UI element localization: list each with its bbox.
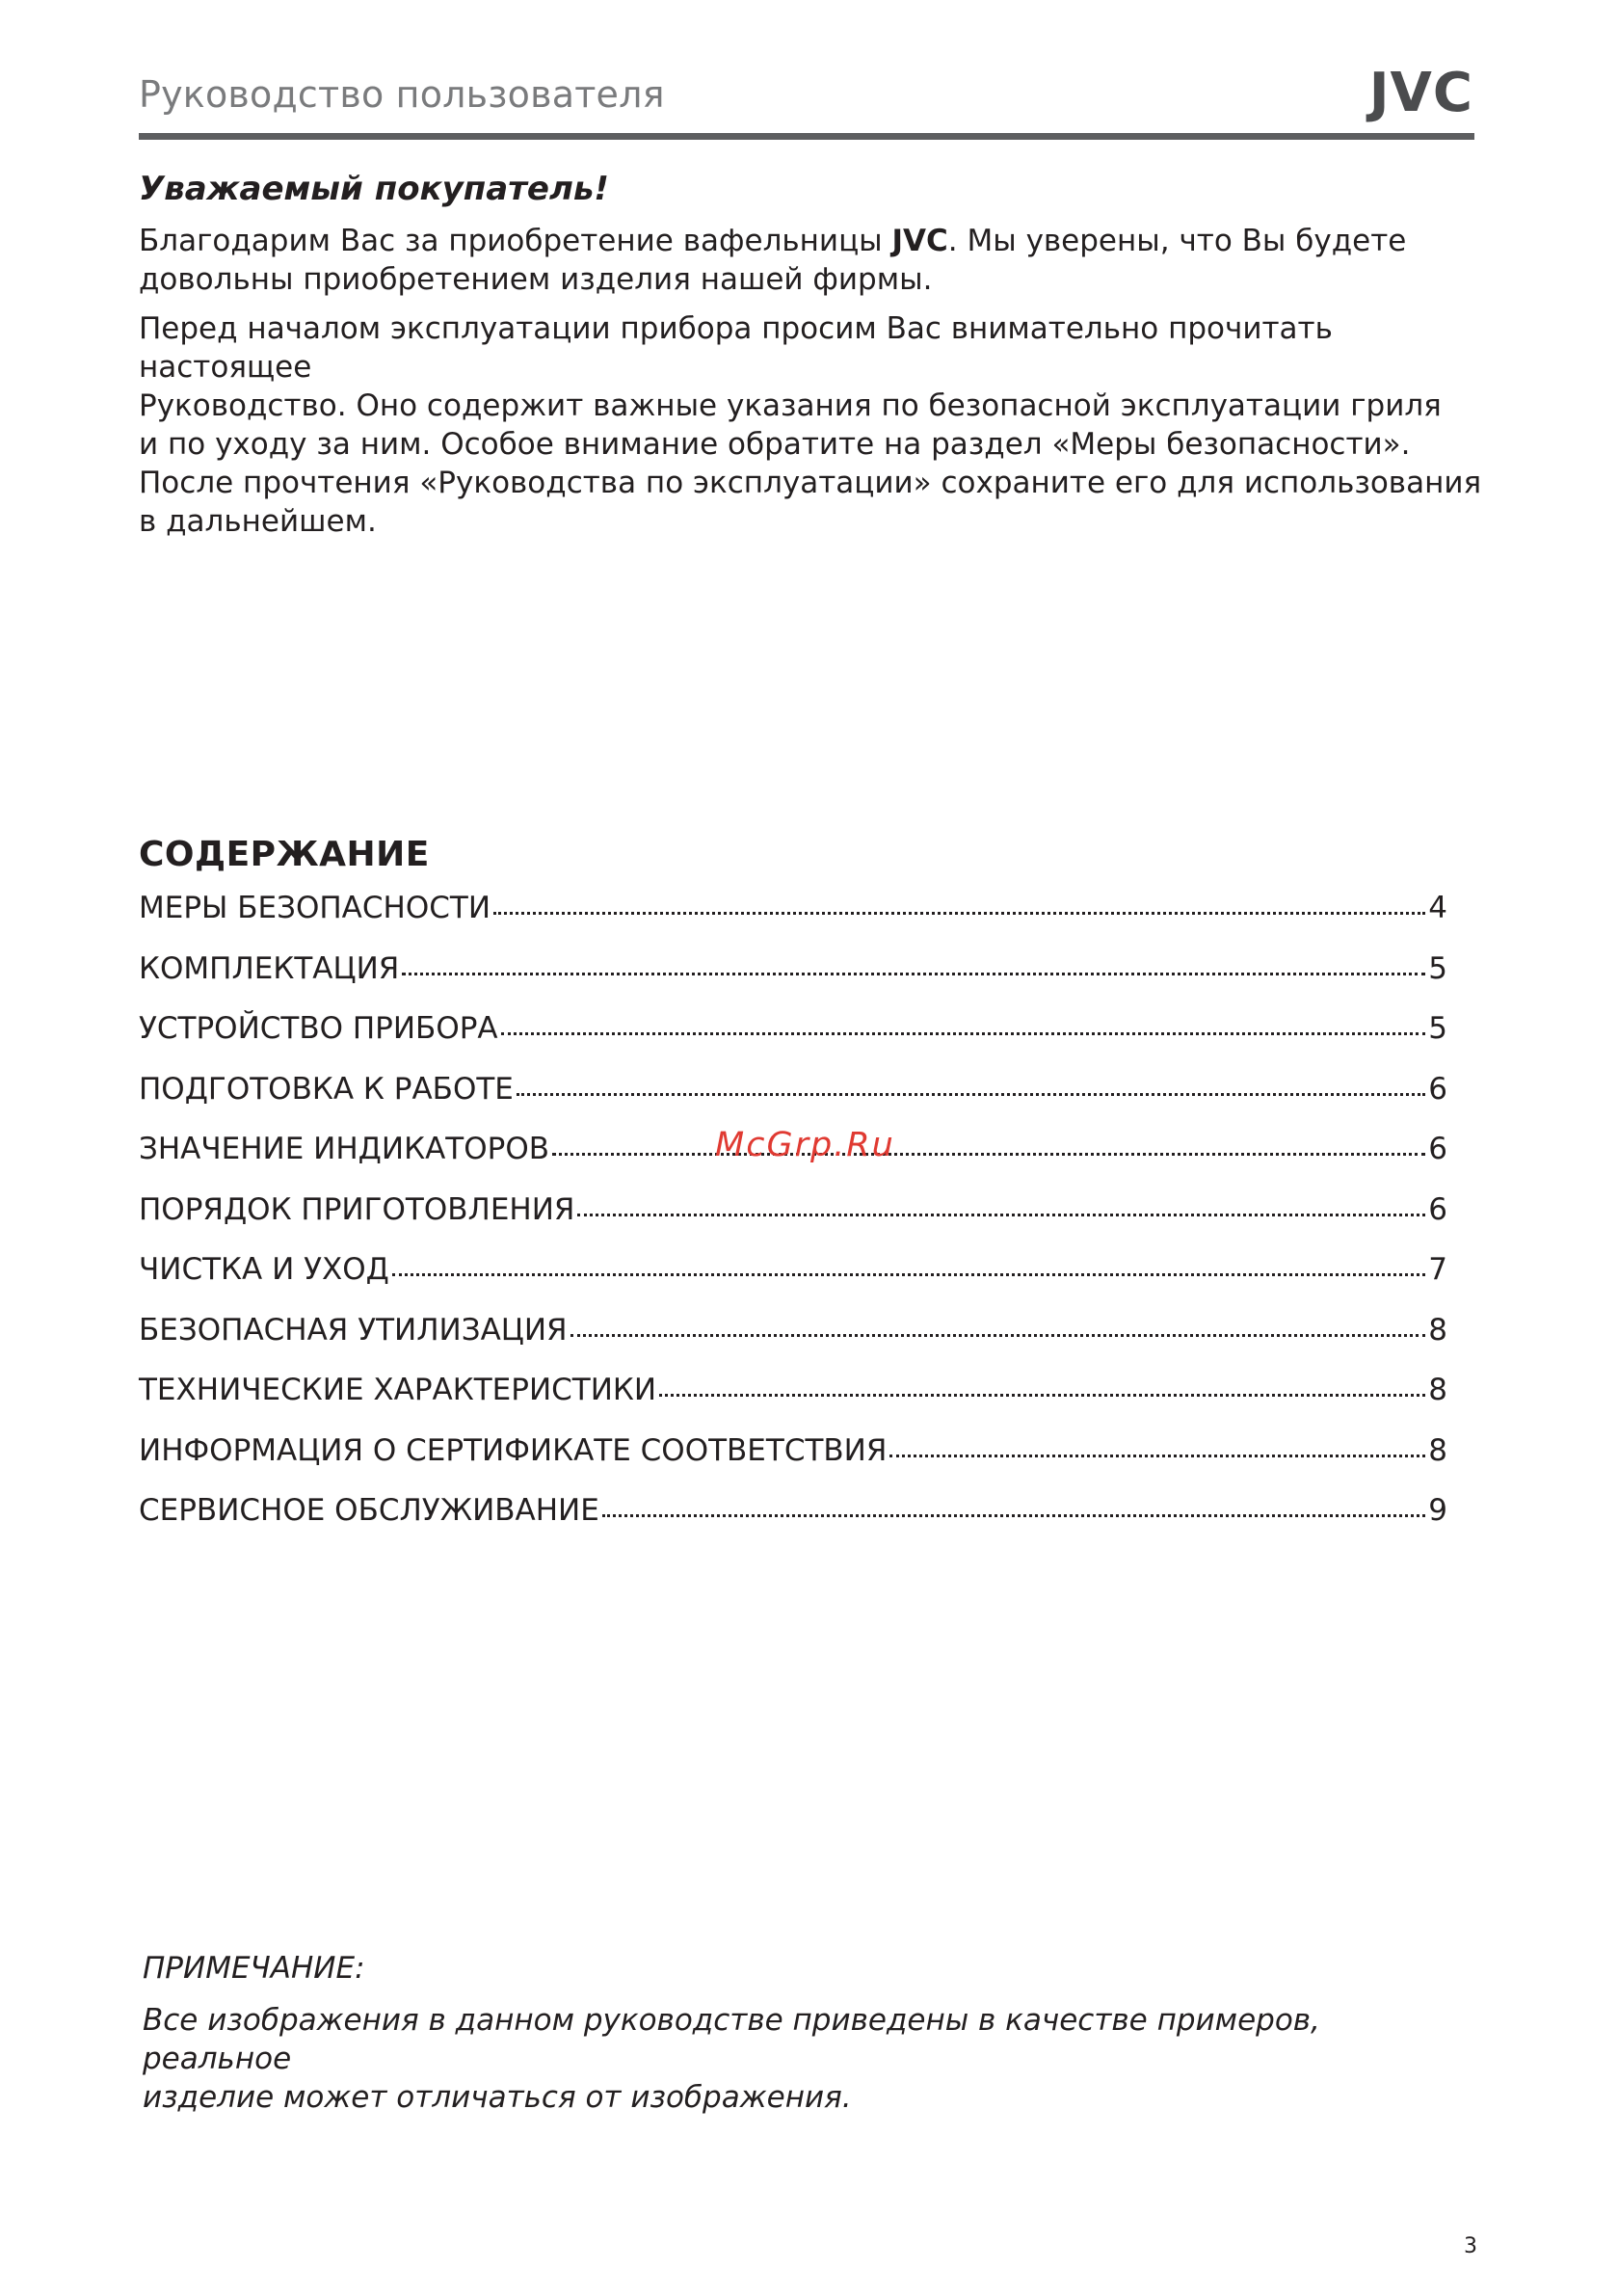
- toc-item-label: СЕРВИСНОЕ ОБСЛУЖИВАНИЕ: [139, 1493, 599, 1528]
- intro-paragraph-1: [139, 222, 1488, 299]
- toc-item-safety[interactable]: [139, 891, 1447, 951]
- toc-leader-dots: [602, 1514, 1425, 1517]
- toc-leader-dots: [392, 1273, 1425, 1276]
- toc-item-disposal[interactable]: [139, 1313, 1447, 1374]
- toc-item-label: КОМПЛЕКТАЦИЯ: [139, 950, 400, 986]
- intro-p1-brand: JVC: [891, 224, 948, 258]
- toc-item-preparation[interactable]: [139, 1072, 1447, 1133]
- toc-leader-dots: [402, 973, 1425, 975]
- table-of-contents: [139, 891, 1447, 1554]
- intro-p1-text-before: Благодарим Вас за приобретение вафельницы: [139, 224, 892, 258]
- intro-p2-line: После прочтения «Руководства по эксплуатации» сохраните его для использования: [139, 466, 1482, 500]
- toc-heading: СОДЕРЖАНИЕ: [139, 835, 430, 874]
- toc-leader-dots: [552, 1153, 1425, 1156]
- intro-p2-line: в дальнейшем.: [139, 504, 377, 539]
- toc-item-cooking[interactable]: [139, 1192, 1447, 1253]
- toc-item-specs[interactable]: [139, 1373, 1447, 1433]
- toc-item-label: БЕЗОПАСНАЯ УТИЛИЗАЦИЯ: [139, 1312, 568, 1348]
- toc-item-page: 6: [1428, 1191, 1447, 1227]
- toc-item-device[interactable]: [139, 1011, 1447, 1072]
- page-number: 3: [1464, 2234, 1477, 2258]
- toc-item-service[interactable]: [139, 1493, 1447, 1554]
- toc-item-page: 4: [1428, 891, 1447, 925]
- intro-p2-line: Перед началом эксплуатации прибора просим Вас внимательно прочитать настоящее: [139, 311, 1333, 385]
- intro-p1-text-after: . Мы уверены, что Вы будете: [947, 224, 1407, 258]
- note-title: ПРИМЕЧАНИЕ:: [143, 1951, 365, 1986]
- toc-leader-dots: [577, 1214, 1425, 1216]
- toc-leader-dots: [889, 1455, 1425, 1457]
- toc-item-label: ИНФОРМАЦИЯ О СЕРТИФИКАТЕ СООТВЕТСТВИЯ: [139, 1432, 888, 1468]
- toc-leader-dots: [570, 1334, 1426, 1337]
- toc-item-label: УСТРОЙСТВО ПРИБОРА: [139, 1011, 498, 1046]
- intro-p2-line: Руководство. Оно содержит важные указания по безопасной эксплуатации гриля: [139, 388, 1442, 423]
- toc-item-page: 8: [1428, 1432, 1447, 1468]
- header-divider: [139, 133, 1474, 140]
- intro-p2-line: и по уходу за ним. Особое внимание обратите на раздел «Меры безопасности».: [139, 427, 1411, 462]
- intro-p1-line-2: довольны приобретением изделия нашей фирмы.: [139, 262, 933, 297]
- note-line: Все изображения в данном руководстве приведены в качестве примеров, реальное: [143, 2003, 1320, 2076]
- toc-item-page: 8: [1428, 1312, 1447, 1348]
- toc-item-page: 7: [1428, 1252, 1447, 1287]
- intro-paragraph-2: [139, 309, 1488, 541]
- toc-leader-dots: [501, 1032, 1426, 1035]
- greeting-heading: Уважаемый покупатель!: [139, 170, 609, 208]
- jvc-logo: JVC: [1368, 62, 1473, 124]
- note-text: [143, 2001, 1395, 2117]
- toc-leader-dots: [517, 1093, 1425, 1096]
- toc-item-certificate[interactable]: [139, 1433, 1447, 1494]
- toc-leader-dots: [659, 1394, 1425, 1397]
- toc-item-label: ЧИСТКА И УХОД: [139, 1252, 389, 1287]
- toc-item-label: ПОРЯДОК ПРИГОТОВЛЕНИЯ: [139, 1191, 575, 1227]
- toc-item-page: 6: [1428, 1071, 1447, 1107]
- toc-item-page: 9: [1428, 1493, 1447, 1528]
- toc-item-page: 5: [1428, 950, 1447, 986]
- toc-item-label: ТЕХНИЧЕСКИЕ ХАРАКТЕРИСТИКИ: [139, 1373, 657, 1407]
- toc-item-page: 8: [1428, 1373, 1447, 1407]
- toc-item-page: 6: [1428, 1132, 1447, 1166]
- watermark: McGrp.Ru: [715, 1126, 895, 1164]
- toc-item-label: ЗНАЧЕНИЕ ИНДИКАТОРОВ: [139, 1132, 549, 1166]
- document-title: Руководство пользователя: [139, 73, 665, 116]
- toc-item-label: МЕРЫ БЕЗОПАСНОСТИ: [139, 891, 491, 925]
- note-line: изделие может отличаться от изображения.: [143, 2080, 852, 2115]
- toc-item-package[interactable]: [139, 951, 1447, 1012]
- toc-item-page: 5: [1428, 1011, 1447, 1046]
- toc-item-cleaning[interactable]: [139, 1252, 1447, 1313]
- toc-leader-dots: [493, 912, 1425, 915]
- toc-item-label: ПОДГОТОВКА К РАБОТЕ: [139, 1071, 514, 1107]
